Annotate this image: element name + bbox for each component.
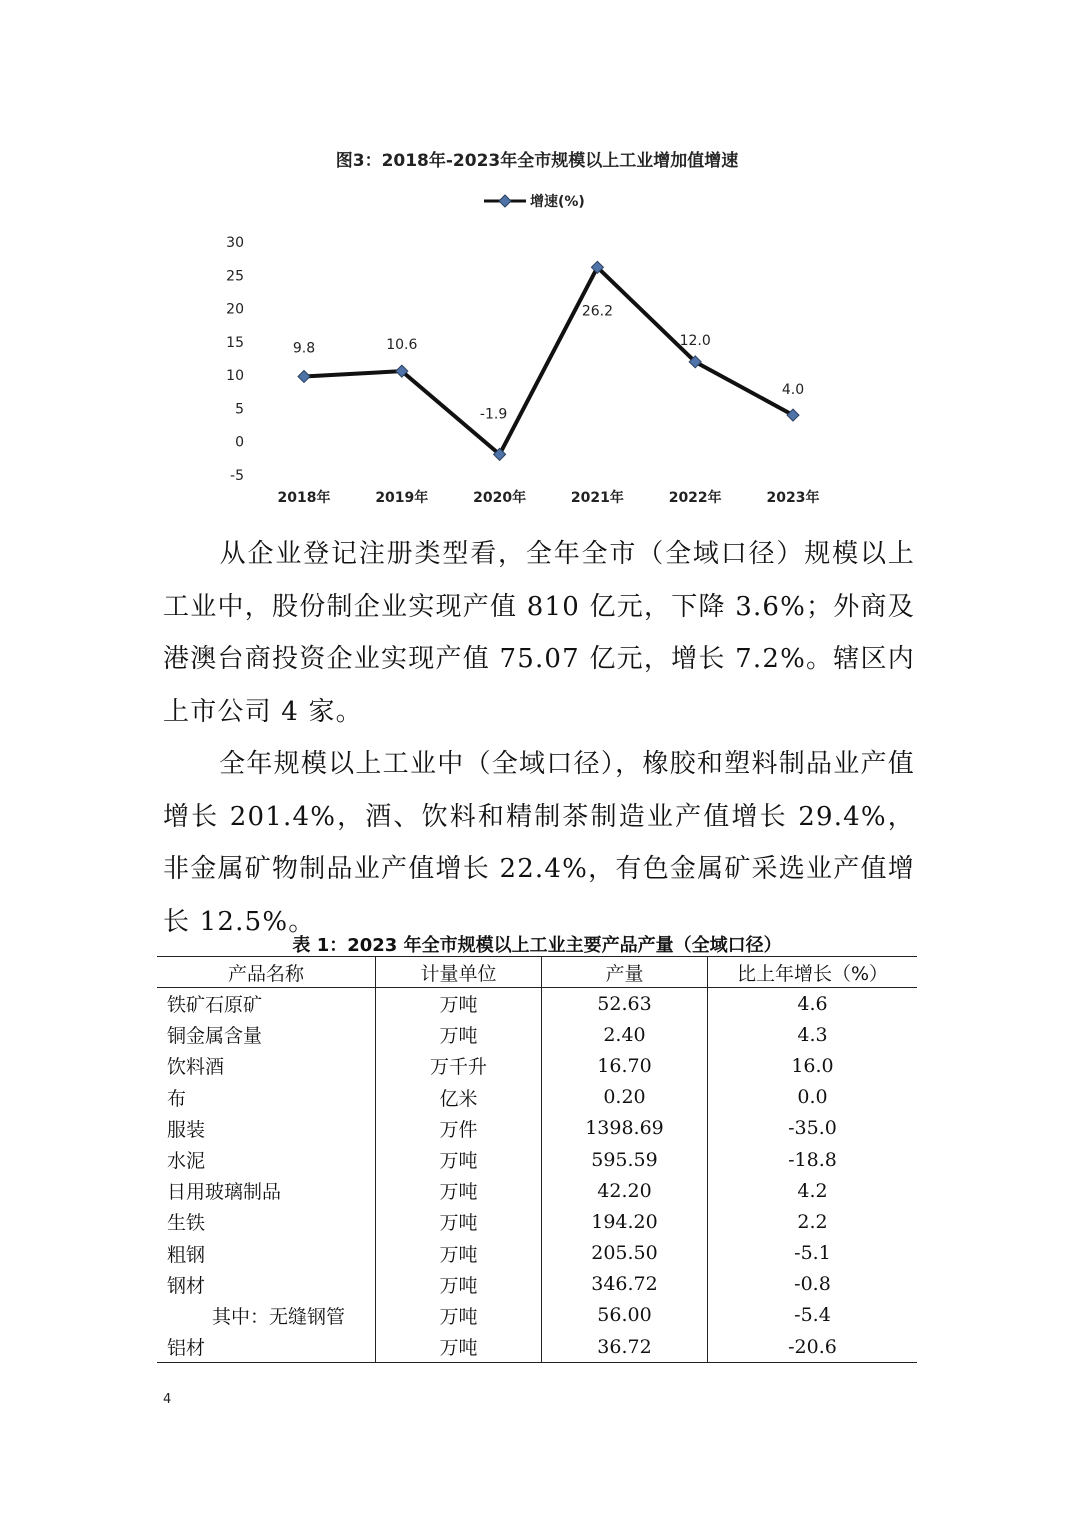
y-tick-label: 5 xyxy=(235,401,244,418)
product-name-text: 布 xyxy=(167,1087,187,1110)
y-tick-label: 15 xyxy=(226,334,244,351)
cell-output: 36.72 xyxy=(542,1331,708,1363)
paragraph-1 xyxy=(163,528,915,738)
cell-unit: 万吨 xyxy=(376,1019,542,1050)
table-row xyxy=(157,1019,917,1050)
data-label: 12.0 xyxy=(679,332,711,349)
x-tick-label: 2019年 xyxy=(375,490,429,506)
product-name-text: 粗钢 xyxy=(167,1243,206,1266)
table-row xyxy=(157,1331,917,1363)
cell-product-name xyxy=(157,1300,376,1331)
table-row xyxy=(157,1113,917,1144)
legend-label: 增速(%) xyxy=(530,194,585,210)
cell-unit: 亿米 xyxy=(376,1082,542,1113)
paragraph-2 xyxy=(163,738,915,948)
data-label: 4.0 xyxy=(781,382,805,399)
cell-unit: 万吨 xyxy=(376,1206,542,1237)
cell-unit: 万吨 xyxy=(376,1300,542,1331)
cell-output: 194.20 xyxy=(542,1206,708,1237)
paragraph-2-text: 全年规模以上工业中（全域口径），橡胶和塑料制品业产值增长 201.4%，酒、饮料和精制茶制造业产值增长 29.4%，非金属矿物制品业产值增长 22.4%，有色金属矿采选业产值增长 12.5%。 xyxy=(163,749,915,937)
cell-product-name xyxy=(157,988,376,1020)
y-tick-label: 30 xyxy=(226,235,244,251)
cell-output: 205.50 xyxy=(542,1238,708,1269)
table-row xyxy=(157,1269,917,1300)
cell-product-name xyxy=(157,1113,376,1144)
cell-output: 1398.69 xyxy=(542,1113,708,1144)
table-row xyxy=(157,1175,917,1206)
legend-line-marker-icon xyxy=(484,194,526,208)
product-name-text: 水泥 xyxy=(167,1150,206,1173)
product-name-text: 饮料酒 xyxy=(167,1056,225,1079)
cell-product-name xyxy=(157,1269,376,1300)
cell-product-name xyxy=(157,1238,376,1269)
cell-growth: -20.6 xyxy=(708,1331,918,1363)
table-row xyxy=(157,1206,917,1237)
product-name-text: 日用玻璃制品 xyxy=(167,1181,282,1204)
cell-unit: 万千升 xyxy=(376,1050,542,1081)
cell-unit: 万吨 xyxy=(376,988,542,1020)
cell-growth: 4.2 xyxy=(708,1175,918,1206)
cell-product-name xyxy=(157,1331,376,1363)
cell-unit: 万吨 xyxy=(376,1331,542,1363)
table-row xyxy=(157,1082,917,1113)
product-name-text: 服装 xyxy=(167,1118,206,1141)
header-growth: 比上年增长（%） xyxy=(708,957,918,988)
data-label: -1.9 xyxy=(479,406,508,423)
cell-unit: 万吨 xyxy=(376,1175,542,1206)
page-number: 4 xyxy=(163,1392,172,1407)
x-axis-ticks xyxy=(278,489,820,506)
table-row xyxy=(157,988,917,1020)
product-name-text: 铜金属含量 xyxy=(167,1025,263,1048)
cell-product-name xyxy=(157,1019,376,1050)
cell-growth: 4.3 xyxy=(708,1019,918,1050)
cell-output: 595.59 xyxy=(542,1144,708,1175)
product-name-text: 铁矿石原矿 xyxy=(167,994,263,1017)
cell-output: 56.00 xyxy=(542,1300,708,1331)
header-product-name: 产品名称 xyxy=(157,957,376,988)
product-name-text: 其中：无缝钢管 xyxy=(212,1305,346,1328)
x-tick-label: 2021年 xyxy=(570,490,624,506)
data-point-marker xyxy=(298,370,310,382)
chart-legend xyxy=(484,190,585,212)
cell-output: 42.20 xyxy=(542,1175,708,1206)
paragraph-1-text: 从企业登记注册类型看，全年全市（全域口径）规模以上工业中，股份制企业实现产值 810 亿元，下降 3.6%；外商及港澳台商投资企业实现产值 75.07 亿元，增长 7.2%。辖区内上市公司 4 家。 xyxy=(163,539,915,727)
header-output: 产量 xyxy=(542,957,708,988)
product-name-text: 生铁 xyxy=(167,1212,206,1235)
product-name-text: 铝材 xyxy=(167,1337,206,1360)
cell-output: 2.40 xyxy=(542,1019,708,1050)
cell-output: 52.63 xyxy=(542,988,708,1020)
cell-product-name xyxy=(157,1082,376,1113)
cell-growth: -5.1 xyxy=(708,1238,918,1269)
y-tick-label: 10 xyxy=(226,368,244,385)
header-unit: 计量单位 xyxy=(376,957,542,988)
product-output-table xyxy=(157,956,917,1363)
cell-growth: -0.8 xyxy=(708,1269,918,1300)
cell-growth: -35.0 xyxy=(708,1113,918,1144)
x-tick-label: 2018年 xyxy=(277,490,331,506)
y-tick-label: 0 xyxy=(235,434,244,451)
cell-growth: 16.0 xyxy=(708,1050,918,1081)
y-tick-label: 20 xyxy=(226,301,244,318)
y-axis-ticks xyxy=(226,235,244,484)
table-row xyxy=(157,1050,917,1081)
table-title: 表 1：2023 年全市规模以上工业主要产品产量（全域口径） xyxy=(292,935,782,956)
cell-product-name xyxy=(157,1144,376,1175)
cell-growth: 2.2 xyxy=(708,1206,918,1237)
cell-growth: 4.6 xyxy=(708,988,918,1020)
cell-output: 16.70 xyxy=(542,1050,708,1081)
cell-growth: 0.0 xyxy=(708,1082,918,1113)
cell-growth: -18.8 xyxy=(708,1144,918,1175)
chart-title: 图3：2018年-2023年全市规模以上工业增加值增速 xyxy=(335,151,739,171)
cell-unit: 万吨 xyxy=(376,1238,542,1269)
line-chart xyxy=(0,225,1074,515)
cell-unit: 万吨 xyxy=(376,1144,542,1175)
cell-growth: -5.4 xyxy=(708,1300,918,1331)
table-row xyxy=(157,1144,917,1175)
y-tick-label: 25 xyxy=(226,268,244,285)
cell-product-name xyxy=(157,1175,376,1206)
table-row xyxy=(157,1238,917,1269)
x-tick-label: 2020年 xyxy=(473,490,527,506)
x-tick-label: 2023年 xyxy=(766,490,820,506)
cell-output: 346.72 xyxy=(542,1269,708,1300)
data-label: 10.6 xyxy=(386,337,418,354)
product-name-text: 钢材 xyxy=(167,1274,206,1297)
data-label: 9.8 xyxy=(292,340,316,357)
cell-output: 0.20 xyxy=(542,1082,708,1113)
cell-product-name xyxy=(157,1050,376,1081)
cell-unit: 万件 xyxy=(376,1113,542,1144)
data-label: 26.2 xyxy=(581,303,613,320)
y-tick-label: -5 xyxy=(230,468,244,484)
series-line xyxy=(304,267,793,454)
x-tick-label: 2022年 xyxy=(668,490,722,506)
cell-product-name xyxy=(157,1206,376,1237)
table-row xyxy=(157,1300,917,1331)
cell-unit: 万吨 xyxy=(376,1269,542,1300)
table-header-row xyxy=(157,957,917,988)
